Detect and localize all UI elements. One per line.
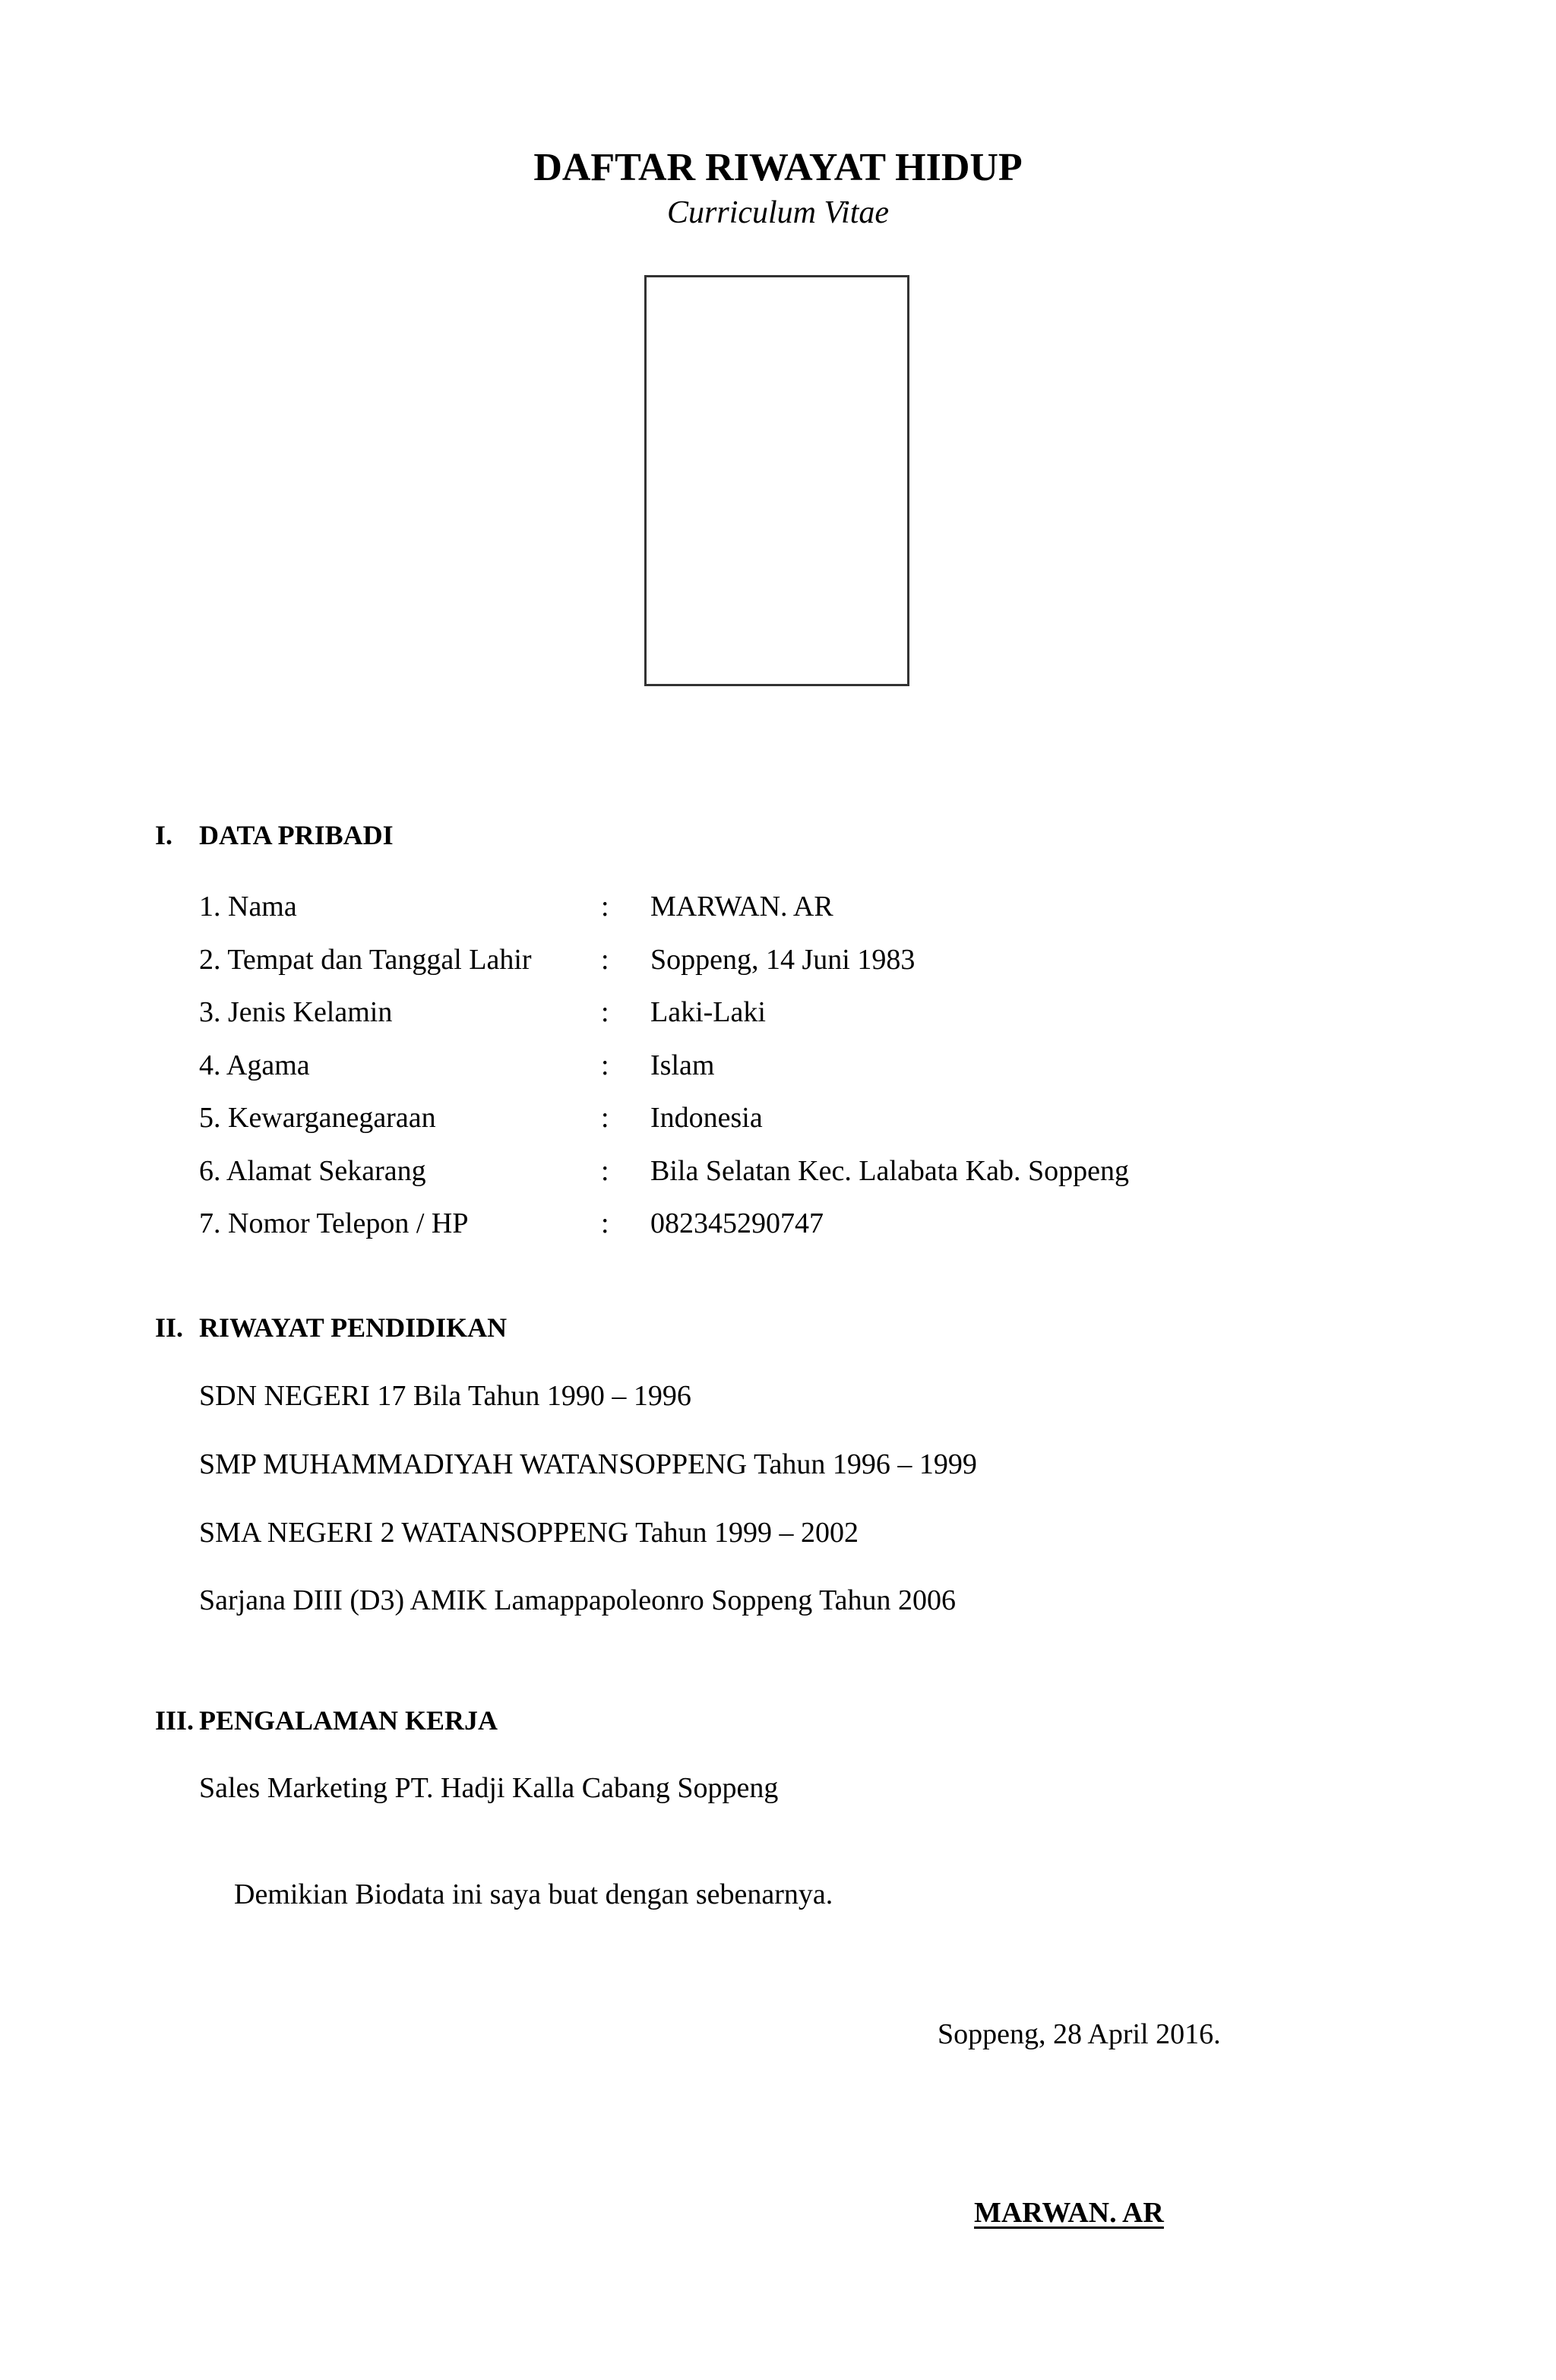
section-education-number: II.	[155, 1312, 184, 1343]
field-label-ttl: 2. Tempat dan Tanggal Lahir	[199, 944, 532, 976]
education-item: Sarjana DIII (D3) AMIK Lamappapoleonro Soppeng Tahun 2006	[199, 1584, 957, 1616]
field-separator: :	[601, 1207, 609, 1239]
photo-placeholder	[644, 275, 909, 686]
field-separator: :	[601, 1102, 609, 1134]
section-work-number: III.	[155, 1705, 194, 1736]
field-value-telepon: 082345290747	[650, 1207, 824, 1239]
education-item: SDN NEGERI 17 Bila Tahun 1990 – 1996	[199, 1380, 691, 1412]
section-personal-number: I.	[155, 820, 173, 850]
document-subtitle: Curriculum Vitae	[666, 195, 890, 230]
field-separator: :	[601, 1049, 609, 1081]
work-item: Sales Marketing PT. Hadji Kalla Cabang Soppeng	[199, 1772, 779, 1804]
field-label-kewarganegaraan: 5. Kewarganegaraan	[199, 1102, 436, 1134]
place-and-date: Soppeng, 28 April 2016.	[938, 2018, 1221, 2050]
field-label-jenis-kelamin: 3. Jenis Kelamin	[199, 996, 393, 1028]
education-item: SMP MUHAMMADIYAH WATANSOPPENG Tahun 1996 – 1999	[199, 1448, 977, 1480]
field-value-agama: Islam	[650, 1049, 715, 1081]
field-label-agama: 4. Agama	[199, 1049, 310, 1081]
section-education-title: RIWAYAT PENDIDIKAN	[199, 1312, 508, 1343]
field-label-alamat: 6. Alamat Sekarang	[199, 1155, 426, 1187]
document-title: DAFTAR RIWAYAT HIDUP	[533, 146, 1023, 189]
field-separator: :	[601, 891, 609, 923]
section-personal-title: DATA PRIBADI	[199, 820, 394, 850]
field-separator: :	[601, 1155, 609, 1187]
field-value-kewarganegaraan: Indonesia	[650, 1102, 763, 1134]
field-value-ttl: Soppeng, 14 Juni 1983	[650, 944, 916, 976]
field-separator: :	[601, 996, 609, 1028]
field-value-alamat: Bila Selatan Kec. Lalabata Kab. Soppeng	[650, 1155, 1129, 1187]
field-label-nama: 1. Nama	[199, 891, 297, 923]
field-label-telepon: 7. Nomor Telepon / HP	[199, 1207, 469, 1239]
field-separator: :	[601, 944, 609, 976]
education-item: SMA NEGERI 2 WATANSOPPENG Tahun 1999 – 2002	[199, 1517, 859, 1549]
field-value-jenis-kelamin: Laki-Laki	[650, 996, 766, 1028]
field-value-nama: MARWAN. AR	[650, 891, 833, 923]
closing-statement: Demikian Biodata ini saya buat dengan sebenarnya.	[234, 1878, 833, 1910]
section-work-title: PENGALAMAN KERJA	[199, 1705, 498, 1736]
signature-name: MARWAN. AR	[974, 2197, 1164, 2229]
